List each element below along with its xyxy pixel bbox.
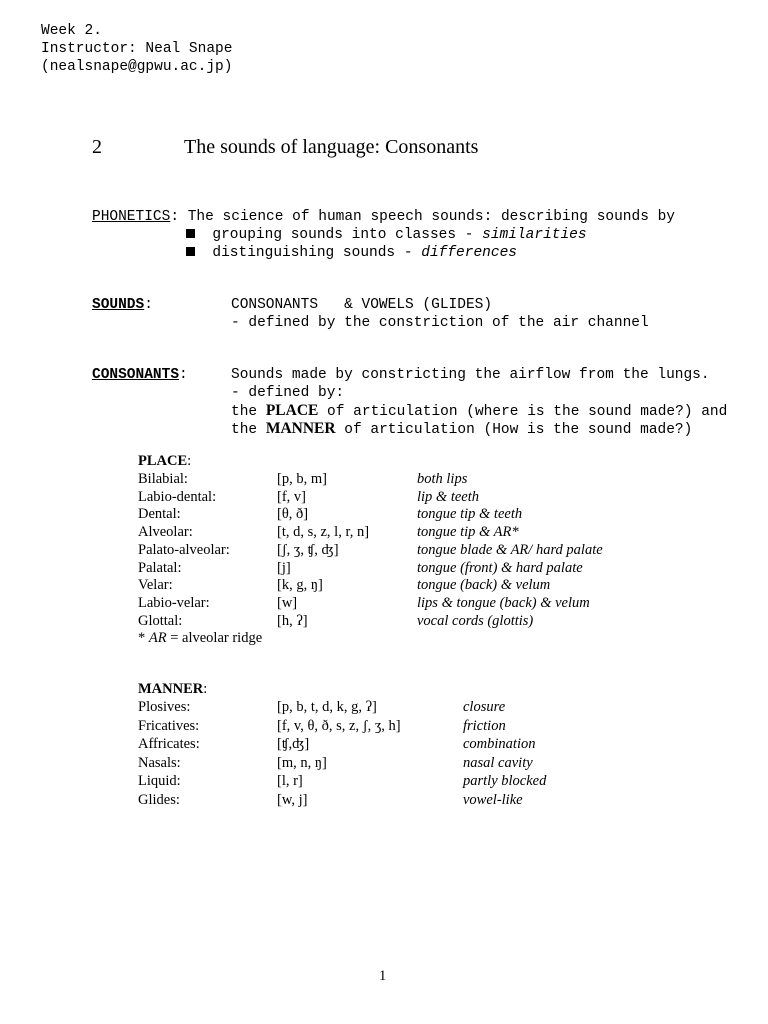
- place-table: [138, 470, 738, 632]
- text-segment: of articulation (How is the sound made?): [335, 422, 693, 438]
- place-symbols-cell: [t, d, s, z, l, r, n]: [277, 524, 370, 541]
- place-desc-cell: lips & tongue (back) & velum: [417, 594, 590, 611]
- manner-row: [138, 698, 738, 716]
- manner-heading: [138, 681, 207, 698]
- footnote-text: = alveolar ridge: [166, 630, 263, 646]
- place-row: [138, 576, 738, 594]
- place-symbols-cell: [k, g, ŋ]: [277, 577, 323, 594]
- place-name-cell: Dental:: [138, 506, 181, 523]
- footnote-star: *: [138, 630, 149, 646]
- manner-row: [138, 772, 738, 790]
- place-row: [138, 470, 738, 488]
- manner-row: [138, 717, 738, 735]
- manner-heading-colon: :: [203, 681, 208, 697]
- text-segment: of articulation (where is the sound made?) and: [318, 404, 728, 420]
- manner-row: [138, 791, 738, 809]
- bullet-emphasis: differences: [421, 245, 517, 261]
- manner-name-cell: Glides:: [138, 791, 180, 808]
- place-heading: [138, 453, 191, 470]
- consonants-term: CONSONANTS: [92, 367, 180, 383]
- place-row: [138, 523, 738, 541]
- place-symbols-cell: [h, ʔ]: [277, 612, 308, 629]
- place-keyword: PLACE: [265, 402, 319, 419]
- place-row: [138, 488, 738, 506]
- manner-desc-cell: nasal cavity: [463, 754, 533, 771]
- square-bullet-icon: [186, 229, 195, 238]
- manner-desc-cell: combination: [463, 736, 536, 752]
- place-name-cell: Glottal:: [138, 612, 183, 629]
- consonants-line-2: - defined by:: [231, 385, 345, 401]
- place-desc-cell: tongue tip & teeth: [417, 506, 523, 523]
- sounds-label: [92, 297, 153, 313]
- manner-keyword: MANNER: [265, 420, 336, 437]
- section-number: 2: [92, 136, 102, 158]
- manner-symbols-cell: [l, r]: [277, 773, 303, 789]
- manner-desc-cell: closure: [463, 699, 506, 715]
- place-heading-text: PLACE: [138, 453, 188, 469]
- manner-row: [138, 735, 738, 753]
- place-name-cell: Labio-velar:: [138, 594, 210, 611]
- bullet-emphasis: similarities: [482, 227, 587, 243]
- sounds-line-1: CONSONANTS & VOWELS (GLIDES): [231, 297, 493, 313]
- consonants-line-1: Sounds made by constricting the airflow from the lungs.: [231, 367, 710, 383]
- manner-desc-cell: vowel-like: [463, 791, 523, 808]
- place-name-cell: Velar:: [138, 577, 173, 594]
- manner-symbols-cell: [p, b, t, d, k, g, ʔ]: [277, 699, 377, 715]
- manner-symbols-cell: [m, n, ŋ]: [277, 754, 327, 771]
- manner-symbols-cell: [f, v, θ, ð, s, z, ʃ, ʒ, h]: [277, 717, 401, 734]
- place-desc-cell: lip & teeth: [417, 488, 480, 505]
- consonants-label: [92, 367, 188, 383]
- manner-heading-text: MANNER: [138, 681, 204, 697]
- phonetics-definition-line: [92, 209, 675, 225]
- manner-name-cell: Liquid:: [138, 773, 181, 789]
- consonants-colon: :: [179, 367, 188, 383]
- sounds-term: SOUNDS: [92, 297, 145, 313]
- sounds-line-2: - defined by the constriction of the air channel: [231, 315, 649, 331]
- place-row: [138, 505, 738, 523]
- text-segment: the: [231, 422, 266, 438]
- place-footnote: [138, 630, 262, 647]
- section-title: The sounds of language: Consonants: [184, 136, 479, 158]
- manner-table: [138, 698, 738, 808]
- header-instructor: Instructor: Neal Snape: [41, 41, 233, 57]
- place-desc-cell: tongue tip & AR*: [417, 524, 519, 541]
- bullet-text: distinguishing sounds -: [212, 245, 422, 261]
- place-name-cell: Alveolar:: [138, 524, 193, 541]
- phonetics-colon: :: [170, 209, 180, 225]
- consonants-line-3: [231, 402, 727, 420]
- place-name-cell: Palato-alveolar:: [138, 541, 230, 558]
- place-desc-cell: both lips: [417, 471, 468, 487]
- manner-desc-cell: partly blocked: [463, 773, 547, 789]
- phonetics-term: PHONETICS: [92, 209, 171, 225]
- manner-symbols-cell: [w, j]: [277, 791, 308, 808]
- page-number: 1: [379, 968, 387, 984]
- bullet-text: grouping sounds into classes -: [212, 227, 483, 243]
- place-name-cell: Palatal:: [138, 559, 182, 576]
- manner-name-cell: Nasals:: [138, 754, 181, 771]
- place-name-cell: Bilabial:: [138, 471, 188, 487]
- manner-name-cell: Plosives:: [138, 699, 191, 715]
- sounds-colon: :: [144, 297, 153, 313]
- place-row: [138, 612, 738, 630]
- header-email: (nealsnape@gpwu.ac.jp): [41, 59, 233, 75]
- place-row: [138, 541, 738, 559]
- place-desc-cell: vocal cords (glottis): [417, 612, 534, 629]
- place-name-cell: Labio-dental:: [138, 488, 217, 505]
- place-row: [138, 594, 738, 612]
- manner-desc-cell: friction: [463, 717, 506, 734]
- place-heading-colon: :: [187, 453, 192, 469]
- manner-row: [138, 754, 738, 772]
- place-symbols-cell: [p, b, m]: [277, 471, 327, 487]
- consonants-line-4: [231, 420, 692, 438]
- footnote-term: AR: [148, 630, 167, 646]
- phonetics-bullet-2: [186, 245, 517, 261]
- place-desc-cell: tongue (back) & velum: [417, 577, 551, 594]
- manner-name-cell: Fricatives:: [138, 717, 200, 734]
- phonetics-definition: The science of human speech sounds: describing sounds by: [179, 209, 676, 225]
- place-desc-cell: tongue (front) & hard palate: [417, 559, 583, 576]
- header-week: Week 2.: [41, 23, 102, 39]
- square-bullet-icon: [186, 247, 195, 256]
- place-symbols-cell: [w]: [277, 594, 298, 611]
- place-desc-cell: tongue blade & AR/ hard palate: [417, 541, 603, 558]
- place-symbols-cell: [ʃ, ʒ, ʧ, ʤ]: [277, 541, 339, 558]
- manner-name-cell: Affricates:: [138, 736, 200, 752]
- place-row: [138, 559, 738, 577]
- place-symbols-cell: [θ, ð]: [277, 506, 309, 523]
- text-segment: the: [231, 404, 266, 420]
- place-symbols-cell: [f, v]: [277, 488, 306, 505]
- place-symbols-cell: [j]: [277, 559, 291, 576]
- phonetics-bullet-1: [186, 227, 587, 243]
- manner-symbols-cell: [ʧ,ʤ]: [277, 736, 310, 752]
